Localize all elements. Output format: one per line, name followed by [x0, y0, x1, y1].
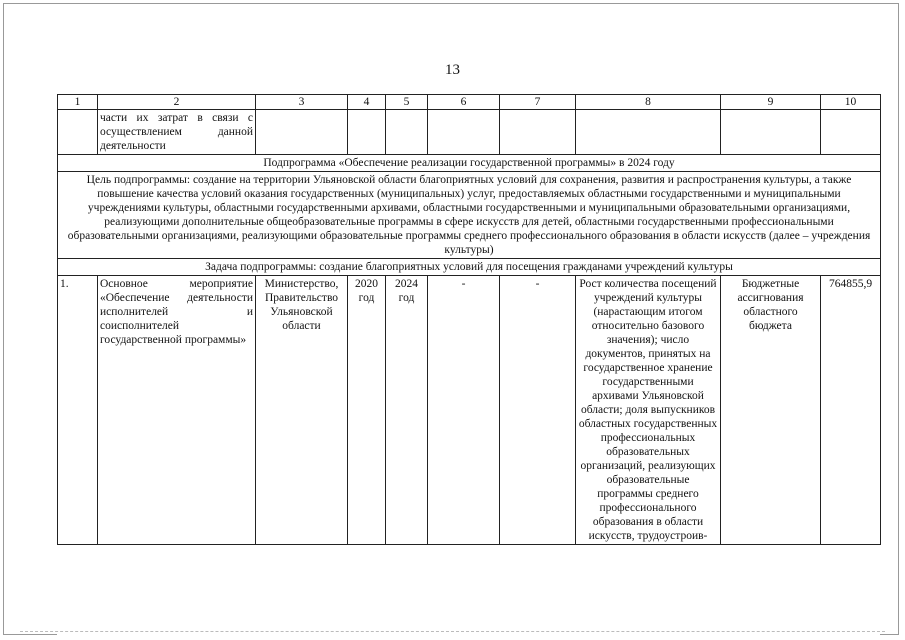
- col6-value: -: [428, 276, 500, 545]
- amount: 764855,9: [821, 276, 881, 545]
- subprogram-title: Подпрограмма «Обеспечение реализации государственной программы» в 2024 году: [58, 155, 881, 172]
- activity-name: Основное мероприятие «Обеспечение деятельности исполнителей и соисполнителей государственной программы»: [98, 276, 256, 545]
- continued-row: [58, 110, 881, 155]
- table-row: [58, 276, 881, 545]
- col-header: 1: [58, 95, 98, 110]
- subprogram-task-row: [58, 259, 881, 276]
- program-table: [57, 94, 881, 545]
- col-header: 5: [386, 95, 428, 110]
- page-cutoff: [57, 605, 880, 640]
- col-header: 10: [821, 95, 881, 110]
- col-header: 7: [500, 95, 576, 110]
- subprogram-goal: Цель подпрограммы: создание на территории Ульяновской области благоприятных условий для сохранения, развития и распространения культуры, а также повышение качества условий оказания государственных (муниципальных) услуг, предоставляемых областными государственными и муниципальными учреждениями культуры, областными государственными архивами, областными государственными и муниципальными образовательными организациями, реализующими дополнительные общеобразовательные программы в сфере искусств для детей, областными государственными профессиональными образовательными организациями, реализующими образовательные программы среднего профессионального образования в области искусств (далее – учреждения культуры): [58, 172, 881, 259]
- col-header: 4: [348, 95, 386, 110]
- subprogram-goal-row: [58, 172, 881, 259]
- continued-text: части их затрат в связи с осуществлением данной деятельности: [98, 110, 256, 155]
- start-year: 2020 год: [348, 276, 386, 545]
- subprogram-title-row: [58, 155, 881, 172]
- col-header: 6: [428, 95, 500, 110]
- subprogram-task: Задача подпрограммы: создание благоприятных условий для посещения гражданами учреждений культуры: [58, 259, 881, 276]
- col-header: 3: [256, 95, 348, 110]
- column-number-row: [58, 95, 881, 110]
- page-number: 13: [445, 62, 460, 78]
- end-year: 2024 год: [386, 276, 428, 545]
- indicators: Рост количества посещений учреждений культуры (нарастающим итогом относительно базового значения); число документов, принятых на государственное хранение государственными архивами Ульяновской области; доля выпускников областных государственных профессиональных образовательных организаций, реализующих образовательные программы среднего профессионального образования в области искусств, трудоустроив-: [576, 276, 721, 545]
- col7-value: -: [500, 276, 576, 545]
- row-number: 1.: [58, 276, 98, 545]
- funding-source: Бюджетные ассигнования областного бюджета: [721, 276, 821, 545]
- col-header: 8: [576, 95, 721, 110]
- executor: Министерство, Правительство Ульяновской области: [256, 276, 348, 545]
- scan-edge: [20, 631, 885, 633]
- col-header: 9: [721, 95, 821, 110]
- col-header: 2: [98, 95, 256, 110]
